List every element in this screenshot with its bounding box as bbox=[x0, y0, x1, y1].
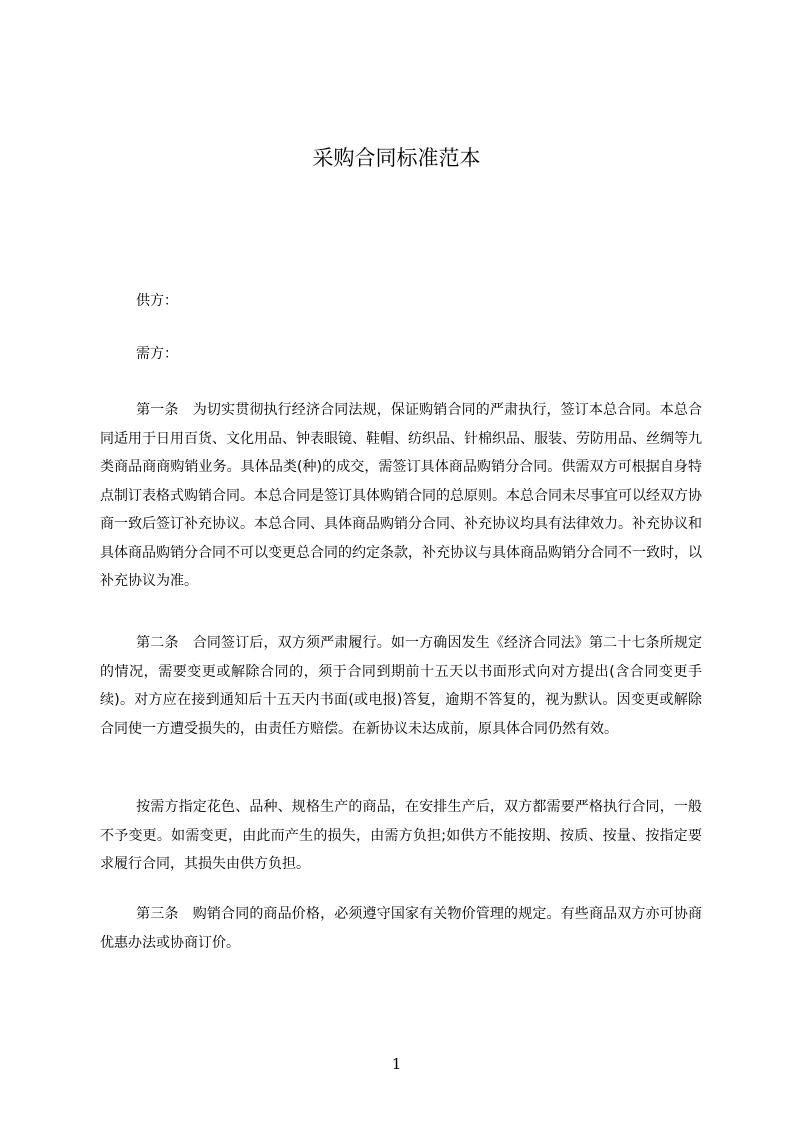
article-3-text: 购销合同的商品价格，必须遵守国家有关物价管理的规定。有些商品双方亦可协商优惠办法或协商订价。 bbox=[100, 906, 703, 951]
article-3-paragraph bbox=[100, 900, 702, 957]
article-2-text: 合同签订后，双方须严肃履行。如一方确因发生《经济合同法》第二十七条所规定的情况，需要变更或解除合同的，须于合同到期前十五天以书面形式向对方提出(含合同变更手续)。对方应在接到通知后十五天内书面(或电报)答复，逾期不答复的，视为默认。因变更或解除合同使一方遭受损失的，由责任方赔偿。在新协议未达成前，原具体合同仍然有效。 bbox=[100, 635, 703, 737]
buyer-label: 需方： bbox=[136, 346, 178, 362]
article-2-supplement-text: 按需方指定花色、品种、规格生产的商品，在安排生产后，双方都需要严格执行合同，一般不予变更。如需变更，由此而产生的损失，由需方负担;如供方不能按期、按质、按量、按指定要求履行合同，其损失由供方负担。 bbox=[100, 799, 702, 872]
article-1-text: 为切实贯彻执行经济合同法规，保证购销合同的严肃执行，签订本总合同。本总合同适用于日用百货、文化用品、钟表眼镜、鞋帽、纺织品、针棉织品、服装、劳防用品、丝绸等九类商品商商购销业务。具体品类(种)的成交，需签订具体商品购销分合同。供需双方可根据自身特点制订表格式购销合同。本总合同是签订具体购销合同的总原则。本总合同未尽事宜可以经双方协商一致后签订补充协议。本总合同、具体商品购销分合同、补充协议均具有法律效力。补充协议和具体商品购销分合同不可以变更总合同的约定条款，补充协议与具体商品购销分合同不一致时，以补充协议为准。 bbox=[100, 402, 703, 589]
page-number: 1 bbox=[391, 1055, 402, 1073]
article-1-paragraph bbox=[100, 396, 702, 596]
article-3-heading: 第三条 bbox=[136, 906, 179, 922]
article-2-supplement-paragraph bbox=[100, 793, 702, 879]
supplier-label: 供方： bbox=[136, 293, 178, 309]
document-title: 采购合同标准范本 bbox=[312, 146, 481, 170]
article-2-heading: 第二条 bbox=[136, 635, 179, 651]
article-1-heading: 第一条 bbox=[136, 402, 179, 418]
article-2-paragraph bbox=[100, 629, 702, 743]
